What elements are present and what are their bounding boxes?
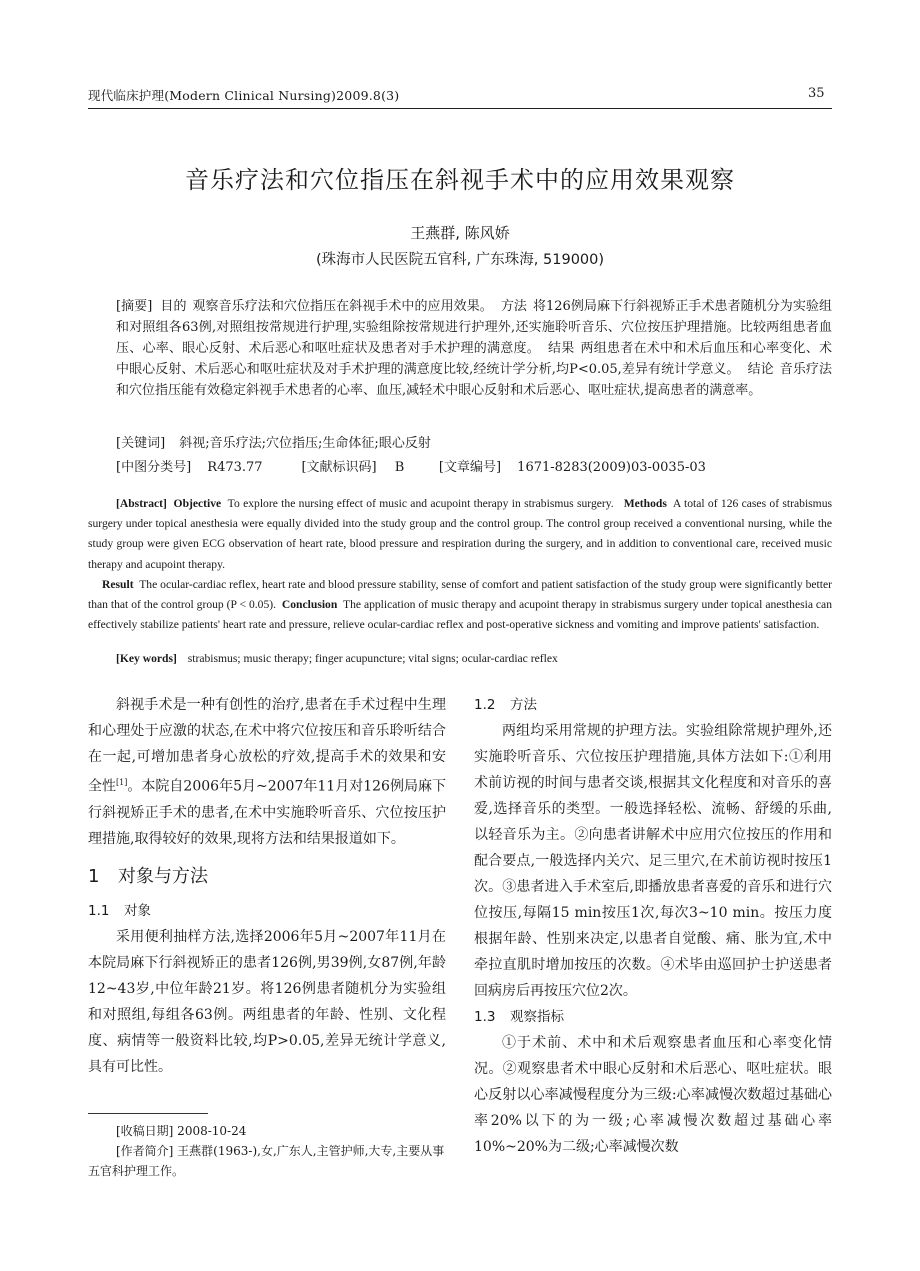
footnotes xyxy=(88,1121,446,1181)
en-methods-label: Methods xyxy=(623,497,667,510)
en-objective-text: To explore the nursing effect of music and acupoint therapy in strabismus surgery. xyxy=(227,497,614,510)
classification-line xyxy=(116,456,706,475)
en-keywords-line xyxy=(116,652,558,665)
cn-objective-text: 观察音乐疗法和穴位指压在斜视手术中的应用效果。 xyxy=(192,299,493,314)
section-1-2-heading: 1.2 方法 xyxy=(474,697,537,713)
authors: 王燕群, 陈风娇 xyxy=(410,224,510,242)
cn-methods-label: 方法 xyxy=(500,299,527,314)
header-rule xyxy=(88,108,832,109)
en-keywords-label: [Key words] xyxy=(116,652,177,665)
doc-code-label: [文献标识码] xyxy=(301,460,377,475)
article-no-value: 1671-8283(2009)03-0035-03 xyxy=(517,460,706,475)
section-1-3-paragraph: ①于术前、术中和术后观察患者血压和心率变化情况。②观察患者术中眼心反射和术后恶心、呕吐症状。眼心反射以心率减慢程度分为三级:心率减慢次数超过基础心率20%以下的为一级;心率减慢次数超过基础心率10%~20%为二级;心率减慢次数 xyxy=(474,1035,832,1155)
chinese-abstract xyxy=(88,296,832,401)
en-keywords: strabismus; music therapy; finger acupuncture; vital signs; ocular-cardiac reflex xyxy=(187,652,558,665)
affiliation: (珠海市人民医院五官科, 广东珠海, 519000) xyxy=(315,252,605,268)
en-result-text: The ocular-cardiac reflex, heart rate and blood pressure stability, sense of comfort and patient satisfaction of the study group were significantly better than that of the control group (P < 0.05). xyxy=(88,577,832,612)
received-date: [收稿日期] 2008-10-24 xyxy=(116,1124,247,1138)
left-column xyxy=(88,692,446,1080)
english-abstract xyxy=(88,494,832,635)
clc-value: R473.77 xyxy=(207,460,263,475)
en-result-label: Result xyxy=(102,577,134,591)
cn-keywords-line xyxy=(116,432,431,451)
cn-abstract-label: [摘要] xyxy=(116,299,153,314)
right-column xyxy=(474,692,832,1160)
cn-results-label: 结果 xyxy=(547,341,575,356)
article-title: 音乐疗法和穴位指压在斜视手术中的应用效果观察 xyxy=(185,166,735,194)
en-methods-text: A total of 126 cases of strabismus surgery under topical anesthesia were equally divided into the study group and the control group. The control group received a conventional nursing, while the study group were given ECG observation of heart rate, blood pressure and respiration during the surgery, and in addition to conventional care, received music therapy and acupoint therapy. xyxy=(88,497,833,571)
cn-conclusion-text: 音乐疗法和穴位指压能有效稳定斜视手术患者的心率、血压,减轻术中眼心反射和术后恶心、呕吐症状,提高患者的满意率。 xyxy=(116,362,832,398)
page-number: 35 xyxy=(808,86,825,101)
cn-objective-label: 目的 xyxy=(160,299,187,314)
section-1-2-paragraph: 两组均采用常规的护理方法。实验组除常规护理外,还实施聆听音乐、穴位按压护理措施,具体方法如下:①利用术前访视的时间与患者交谈,根据其文化程度和对音乐的喜爱,选择音乐的类型。一般选择轻松、流畅、舒缓的乐曲,以轻音乐为主。②向患者讲解术中应用穴位按压的作用和配合要点,一般选择内关穴、足三里穴,在术前访视时按压1次。③患者进入手术室后,即播放患者喜爱的音乐和进行穴位按压,每隔15 min按压1次,每次3~10 min。按压力度根据年龄、性别来决定,以患者自觉酸、痛、胀为宜,术中牵拉直肌时增加按压的次数。④术毕由巡回护士护送患者回病房后再按压穴位2次。 xyxy=(474,723,832,999)
en-conclusion-label: Conclusion xyxy=(281,598,338,612)
cn-methods-text: 将126例局麻下行斜视矫正手术患者随机分为实验组和对照组各63例,对照组按常规进行护理,实验组除按常规进行护理外,还实施聆听音乐、穴位按压护理措施。比较两组患者血压、心率、眼心反射、术后恶心和呕吐症状及患者对手术护理的满意度。 xyxy=(116,299,832,356)
doc-code-value: B xyxy=(394,460,405,475)
cn-conclusion-label: 结论 xyxy=(747,362,774,377)
author-bio: [作者简介] 王燕群(1963-),女,广东人,主管护师,大专,主要从事五官科护理工作。 xyxy=(88,1144,445,1178)
cn-keywords-label: [关键词] xyxy=(116,436,166,451)
section-1-1-heading: 1.1 对象 xyxy=(88,902,151,919)
section-1-heading: 1 对象与方法 xyxy=(88,865,208,887)
en-objective-label: Objective xyxy=(173,497,222,510)
section-1-3-heading: 1.3 观察指标 xyxy=(474,1009,564,1025)
cn-results-text: 两组患者在术中和术后血压和心率变化、术中眼心反射、术后恶心和呕吐症状及对手术护理的满意度比较,经统计学分析,均P<0.05,差异有统计学意义。 xyxy=(116,341,832,377)
en-abstract-body-2 xyxy=(88,575,832,636)
en-abstract-body xyxy=(88,494,832,575)
cn-keywords: 斜视;音乐疗法;穴位指压;生命体征;眼心反射 xyxy=(179,436,431,451)
en-abstract-label: [Abstract] xyxy=(116,497,167,510)
en-conclusion-text: The application of music therapy and acupoint therapy in strabismus surgery under topical anesthesia can effectively stabilize patients' heart rate and pressure, relieve ocular-cardiac reflex and post-operative sickness and vomiting and improve patients' satisfaction. xyxy=(88,598,833,632)
running-header: 现代临床护理(Modern Clinical Nursing)2009.8(3) xyxy=(88,88,400,103)
article-no-label: [文章编号] xyxy=(438,460,502,475)
section-1-1-paragraph: 采用便利抽样方法,选择2006年5月~2007年11月在本院局麻下行斜视矫正的患者126例,男39例,女87例,年龄12~43岁,中位年龄21岁。将126例患者随机分为实验组和对照组,每组各63例。两组患者的年龄、性别、文化程度、病情等一般资料比较,均P>0.05,差异无统计学意义,具有可比性。 xyxy=(88,928,446,1075)
cn-abstract-body xyxy=(88,296,832,401)
footnote-rule xyxy=(88,1113,208,1114)
citation-ref: [1] xyxy=(116,778,128,787)
clc-label: [中图分类号] xyxy=(116,460,192,475)
intro-paragraph: 斜视手术是一种有创性的治疗,患者在手术过程中生理和心理处于应激的状态,在术中将穴位按压和音乐聆听结合在一起,可增加患者身心放松的疗效,提高手术的效果和安全性[1]。本院自2006年5月~2007年11月对126例局麻下行斜视矫正手术的患者,在术中实施聆听音乐、穴位按压护理措施,取得较好的效果,现将方法和结果报道如下。 xyxy=(88,697,447,847)
